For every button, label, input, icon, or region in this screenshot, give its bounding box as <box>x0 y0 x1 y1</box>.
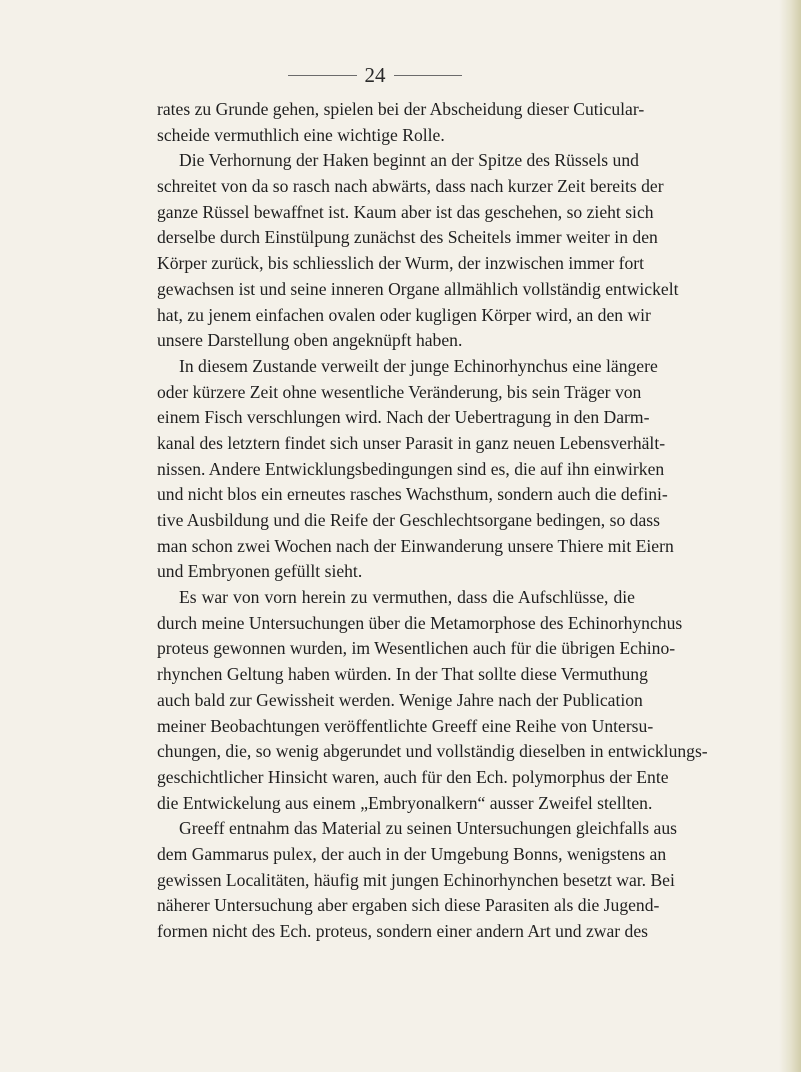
text-line: scheide vermuthlich eine wichtige Rolle. <box>157 124 445 145</box>
text-line: und nicht blos ein erneutes rasches Wachsthum, sondern auch die defini- <box>157 484 668 505</box>
text-line: einem Fisch verschlungen wird. Nach der Uebertragung in den Darm- <box>157 407 650 428</box>
text-line: geschichtlicher Hinsicht waren, auch für den Ech. polymorphus der Ente <box>157 766 669 787</box>
header-rule-right <box>394 75 463 76</box>
text-line: dem Gammarus pulex, der auch in der Umgebung Bonns, wenigstens an <box>157 843 667 864</box>
page-header <box>280 62 470 88</box>
text-line: oder kürzere Zeit ohne wesentliche Veränderung, bis sein Träger von <box>157 381 642 402</box>
text-line: Greeff entnahm das Material zu seinen Untersuchungen gleichfalls aus <box>179 818 677 839</box>
text-line: hat, zu jenem einfachen ovalen oder kugligen Körper wird, an den wir <box>157 304 651 325</box>
text-line: Es war von vorn herein zu vermuthen, dass die Aufschlüsse, die <box>179 587 635 608</box>
text-line: derselbe durch Einstülpung zunächst des Scheitels immer weiter in den <box>157 227 658 248</box>
text-line: man schon zwei Wochen nach der Einwanderung unsere Thiere mit Eiern <box>157 535 674 556</box>
text-line: unsere Darstellung oben angeknüpft haben. <box>157 330 463 351</box>
page-edge-shadow <box>779 0 801 1072</box>
text-line: rhynchen Geltung haben würden. In der That sollte diese Vermuthung <box>157 664 648 685</box>
text-line: proteus gewonnen wurden, im Wesentlichen auch für die übrigen Echino- <box>157 638 676 659</box>
text-line: auch bald zur Gewissheit werden. Wenige Jahre nach der Publication <box>157 689 643 710</box>
text-line: Die Verhornung der Haken beginnt an der Spitze des Rüssels und <box>179 150 639 171</box>
text-line: und Embryonen gefüllt sieht. <box>157 561 363 582</box>
text-line: meiner Beobachtungen veröffentlichte Greeff eine Reihe von Untersu- <box>157 715 654 736</box>
text-line: Körper zurück, bis schliesslich der Wurm, der inzwischen immer fort <box>157 253 645 274</box>
text-line: näherer Untersuchung aber ergaben sich diese Parasiten als die Jugend- <box>157 895 660 916</box>
text-line: tive Ausbildung und die Reife der Geschlechtsorgane bedingen, so dass <box>157 510 660 530</box>
text-line: ganze Rüssel bewaffnet ist. Kaum aber ist das geschehen, so zieht sich <box>157 201 654 222</box>
header-rule-left <box>288 75 357 76</box>
text-line: die Entwickelung aus einem „Embryonalkern“ ausser Zweifel stellten. <box>157 792 653 813</box>
text-line: rates zu Grunde gehen, spielen bei der Abscheidung dieser Cuticular- <box>157 99 645 119</box>
text-line: gewachsen ist und seine inneren Organe allmählich vollständig entwickelt <box>157 278 679 299</box>
text-line: chungen, die, so wenig abgerundet und vollständig dieselben in entwicklungs- <box>157 741 708 762</box>
text-line: formen nicht des Ech. proteus, sondern einer andern Art und zwar des <box>157 921 649 941</box>
page-number: 24 <box>364 62 386 87</box>
text-line: kanal des letztern findet sich unser Parasit in ganz neuen Lebensverhält- <box>157 432 666 453</box>
text-line: nissen. Andere Entwicklungsbedingungen sind es, die auf ihn einwirken <box>157 458 665 479</box>
text-line: durch meine Untersuchungen über die Metamorphose des Echinorhynchus <box>157 612 683 633</box>
text-line: gewissen Localitäten, häufig mit jungen Echinorhynchen besetzt war. Bei <box>157 869 675 890</box>
text-line: schreitet von da so rasch nach abwärts, dass nach kurzer Zeit bereits der <box>157 176 664 197</box>
text-line: In diesem Zustande verweilt der junge Echinorhynchus eine längere <box>179 355 658 376</box>
body-text <box>157 97 708 945</box>
